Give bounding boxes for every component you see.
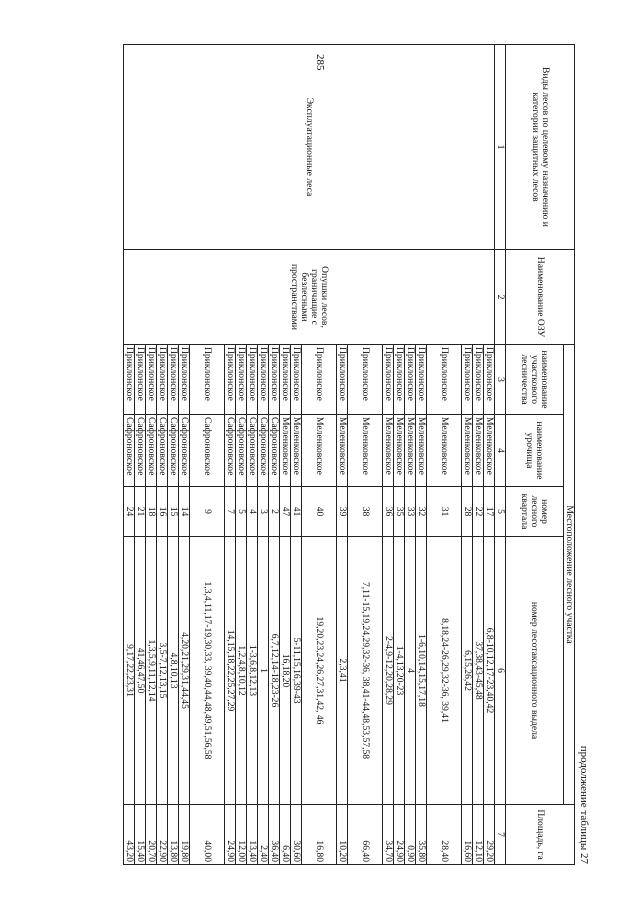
urochishche-cell: Сафроновское bbox=[179, 415, 190, 487]
vydel-cell: 14,15,18,22,25,27,29 bbox=[225, 537, 236, 805]
lesnichestvo-cell: Приклонское bbox=[157, 345, 168, 415]
kvartal-cell: 15 bbox=[168, 487, 179, 537]
area-cell: 16,80 bbox=[302, 805, 337, 865]
urochishche-cell: Меленковское bbox=[416, 415, 427, 487]
lesnichestvo-cell: Приклонское bbox=[383, 345, 394, 415]
vydel-cell: 6,15,26,42 bbox=[462, 537, 473, 805]
urochishche-cell: Меленковское bbox=[348, 415, 383, 487]
kvartal-cell: 28 bbox=[462, 487, 473, 537]
area-cell: 16,60 bbox=[462, 805, 473, 865]
urochishche-cell: Меленковское bbox=[383, 415, 394, 487]
rotated-page bbox=[124, 44, 590, 864]
urochishche-cell: Меленковское bbox=[337, 415, 348, 487]
kvartal-cell: 18 bbox=[146, 487, 157, 537]
area-cell: 15,40 bbox=[135, 805, 146, 865]
lesnichestvo-cell: Приклонское bbox=[473, 345, 484, 415]
kvartal-cell: 36 bbox=[383, 487, 394, 537]
vydel-cell: 2,3,41 bbox=[337, 537, 348, 805]
table-body bbox=[124, 45, 495, 865]
vydel-cell: 6,8-10,12,17-23,40,42 bbox=[484, 537, 495, 805]
kvartal-cell: 22 bbox=[473, 487, 484, 537]
lesnichestvo-cell: Приклонское bbox=[337, 345, 348, 415]
forest-table bbox=[123, 44, 575, 865]
area-cell: 35,80 bbox=[416, 805, 427, 865]
kvartal-cell: 2 bbox=[269, 487, 280, 537]
urochishche-cell: Сафроновское bbox=[146, 415, 157, 487]
urochishche-cell: Сафроновское bbox=[236, 415, 247, 487]
urochishche-cell: Сафроновское bbox=[157, 415, 168, 487]
forest-type-cell: Эксплуатационные леса bbox=[124, 45, 495, 250]
vydel-cell: 7,11-15,19,24,29,32-36, 38,41-44,48,53,57,58 bbox=[348, 537, 383, 805]
kvartal-cell: 17 bbox=[484, 487, 495, 537]
lesnichestvo-cell: Приклонское bbox=[247, 345, 258, 415]
area-cell: 6,40 bbox=[280, 805, 291, 865]
header-vydel: номер лесотаксационного выдела bbox=[506, 537, 564, 805]
vydel-cell: 6,7,12,14-18,23-26 bbox=[269, 537, 280, 805]
column-number-row bbox=[495, 45, 506, 865]
table-caption: продолжение таблицы 27 bbox=[578, 745, 590, 864]
urochishche-cell: Меленковское bbox=[473, 415, 484, 487]
header-ozu-name: Наименование ОЗУ bbox=[506, 250, 575, 345]
kvartal-cell: 47 bbox=[280, 487, 291, 537]
lesnichestvo-cell: Приклонское bbox=[394, 345, 405, 415]
area-cell: 24,90 bbox=[225, 805, 236, 865]
vydel-cell: 3,5-7,12,13,15 bbox=[157, 537, 168, 805]
urochishche-cell: Сафроновское bbox=[247, 415, 258, 487]
header-area: Площадь, га bbox=[506, 805, 575, 865]
vydel-cell: 4,8,10,13 bbox=[168, 537, 179, 805]
lesnichestvo-cell: Приклонское bbox=[416, 345, 427, 415]
lesnichestvo-cell: Приклонское bbox=[291, 345, 302, 415]
col-number: 4 bbox=[495, 415, 506, 487]
vydel-cell: 37,38,43-45,48 bbox=[473, 537, 484, 805]
kvartal-cell: 21 bbox=[135, 487, 146, 537]
lesnichestvo-cell: Приклонское bbox=[258, 345, 269, 415]
kvartal-cell: 40 bbox=[302, 487, 337, 537]
vydel-cell: 1-4,13,20-23 bbox=[394, 537, 405, 805]
kvartal-cell: 3 bbox=[258, 487, 269, 537]
urochishche-cell: Меленковское bbox=[291, 415, 302, 487]
kvartal-cell: 39 bbox=[337, 487, 348, 537]
urochishche-cell: Меленковское bbox=[462, 415, 473, 487]
lesnichestvo-cell: Приклонское bbox=[302, 345, 337, 415]
kvartal-cell: 14 bbox=[179, 487, 190, 537]
lesnichestvo-cell: Приклонское bbox=[146, 345, 157, 415]
area-cell: 13,40 bbox=[247, 805, 258, 865]
kvartal-cell: 35 bbox=[394, 487, 405, 537]
kvartal-cell: 41 bbox=[291, 487, 302, 537]
vydel-cell: 1,3,4,11,17-19,30,33, 39,40,44,48,49,51,56,58 bbox=[190, 537, 225, 805]
urochishche-cell: Сафроновское bbox=[190, 415, 225, 487]
lesnichestvo-cell: Приклонское bbox=[348, 345, 383, 415]
lesnichestvo-cell: Приклонское bbox=[168, 345, 179, 415]
vydel-cell: 41,46,47,50 bbox=[135, 537, 146, 805]
vydel-cell: 1-6,10,14,15,17,18 bbox=[416, 537, 427, 805]
area-cell: 12,00 bbox=[236, 805, 247, 865]
urochishche-cell: Меленковское bbox=[427, 415, 462, 487]
lesnichestvo-cell: Приклонское bbox=[427, 345, 462, 415]
area-cell: 40,00 bbox=[190, 805, 225, 865]
urochishche-cell: Сафроновское bbox=[225, 415, 236, 487]
vydel-cell: 16,18,20 bbox=[280, 537, 291, 805]
area-cell: 19,80 bbox=[179, 805, 190, 865]
urochishche-cell: Сафроновское bbox=[124, 415, 135, 487]
vydel-cell: 1-3,6,8,12,13 bbox=[247, 537, 258, 805]
lesnichestvo-cell: Приклонское bbox=[236, 345, 247, 415]
lesnichestvo-cell: Приклонское bbox=[190, 345, 225, 415]
page-number: 285 bbox=[314, 54, 326, 71]
urochishche-cell: Меленковское bbox=[280, 415, 291, 487]
vydel-cell: 1,3,5,9,11,12,14 bbox=[146, 537, 157, 805]
area-cell: 28,40 bbox=[427, 805, 462, 865]
vydel-cell: 4 bbox=[405, 537, 416, 805]
kvartal-cell: 9 bbox=[190, 487, 225, 537]
ozu-name-cell: Опушки лесов, граничащие с безлесными пространствами bbox=[124, 250, 495, 345]
area-cell: 22,90 bbox=[157, 805, 168, 865]
lesnichestvo-cell: Приклонское bbox=[484, 345, 495, 415]
kvartal-cell: 5 bbox=[236, 487, 247, 537]
col-number: 6 bbox=[495, 537, 506, 805]
lesnichestvo-cell: Приклонское bbox=[124, 345, 135, 415]
lesnichestvo-cell: Приклонское bbox=[269, 345, 280, 415]
area-cell: 2,40 bbox=[258, 805, 269, 865]
kvartal-cell: 38 bbox=[348, 487, 383, 537]
area-cell: 66,40 bbox=[348, 805, 383, 865]
urochishche-cell: Сафроновское bbox=[258, 415, 269, 487]
area-cell: 43,20 bbox=[124, 805, 135, 865]
kvartal-cell: 31 bbox=[427, 487, 462, 537]
vydel-cell: 1 bbox=[258, 537, 269, 805]
urochishche-cell: Сафроновское bbox=[168, 415, 179, 487]
urochishche-cell: Меленковское bbox=[302, 415, 337, 487]
header-urochishche: наименование урочища bbox=[506, 415, 564, 487]
area-cell: 12,10 bbox=[473, 805, 484, 865]
col-number: 2 bbox=[495, 250, 506, 345]
vydel-cell: 4,20,21,29,31,44,45 bbox=[179, 537, 190, 805]
table-row bbox=[484, 45, 495, 865]
area-cell: 20,70 bbox=[146, 805, 157, 865]
urochishche-cell: Меленковское bbox=[484, 415, 495, 487]
area-cell: 24,90 bbox=[394, 805, 405, 865]
area-cell: 36,40 bbox=[269, 805, 280, 865]
urochishche-cell: Сафроновское bbox=[269, 415, 280, 487]
vydel-cell: 2-4,9-12,20,28,29 bbox=[383, 537, 394, 805]
area-cell: 10,20 bbox=[337, 805, 348, 865]
kvartal-cell: 32 bbox=[416, 487, 427, 537]
kvartal-cell: 7 bbox=[225, 487, 236, 537]
lesnichestvo-cell: Приклонское bbox=[179, 345, 190, 415]
header-location: Местоположение лесного участка bbox=[564, 345, 575, 805]
vydel-cell: 9,17,22,23,31 bbox=[124, 537, 135, 805]
lesnichestvo-cell: Приклонское bbox=[405, 345, 416, 415]
vydel-cell: 1,2,4,8,10,12 bbox=[236, 537, 247, 805]
lesnichestvo-cell: Приклонское bbox=[135, 345, 146, 415]
lesnichestvo-cell: Приклонское bbox=[225, 345, 236, 415]
header-forest-type: Виды лесов по целевому назначению и категории защитных лесов bbox=[506, 45, 575, 250]
col-number: 3 bbox=[495, 345, 506, 415]
vydel-cell: 5-11,15,16,39-43 bbox=[291, 537, 302, 805]
lesnichestvo-cell: Приклонское bbox=[462, 345, 473, 415]
area-cell: 34,70 bbox=[383, 805, 394, 865]
kvartal-cell: 24 bbox=[124, 487, 135, 537]
vydel-cell: 8,18,24-26,29,32-36, 39,41 bbox=[427, 537, 462, 805]
area-cell: 29,20 bbox=[484, 805, 495, 865]
col-number: 1 bbox=[495, 45, 506, 250]
lesnichestvo-cell: Приклонское bbox=[280, 345, 291, 415]
area-cell: 0,90 bbox=[405, 805, 416, 865]
urochishche-cell: Сафроновское bbox=[135, 415, 146, 487]
area-cell: 13,80 bbox=[168, 805, 179, 865]
kvartal-cell: 4 bbox=[247, 487, 258, 537]
col-number: 5 bbox=[495, 487, 506, 537]
header-lesnichestvo: наименование участкового лесничества bbox=[506, 345, 564, 415]
area-cell: 30,60 bbox=[291, 805, 302, 865]
col-number: 7 bbox=[495, 805, 506, 865]
kvartal-cell: 33 bbox=[405, 487, 416, 537]
header-kvartal: номер лесного квартала bbox=[506, 487, 564, 537]
vydel-cell: 19,20,23,24,26,27,31,42, 46 bbox=[302, 537, 337, 805]
kvartal-cell: 16 bbox=[157, 487, 168, 537]
urochishche-cell: Меленковское bbox=[405, 415, 416, 487]
urochishche-cell: Меленковское bbox=[394, 415, 405, 487]
